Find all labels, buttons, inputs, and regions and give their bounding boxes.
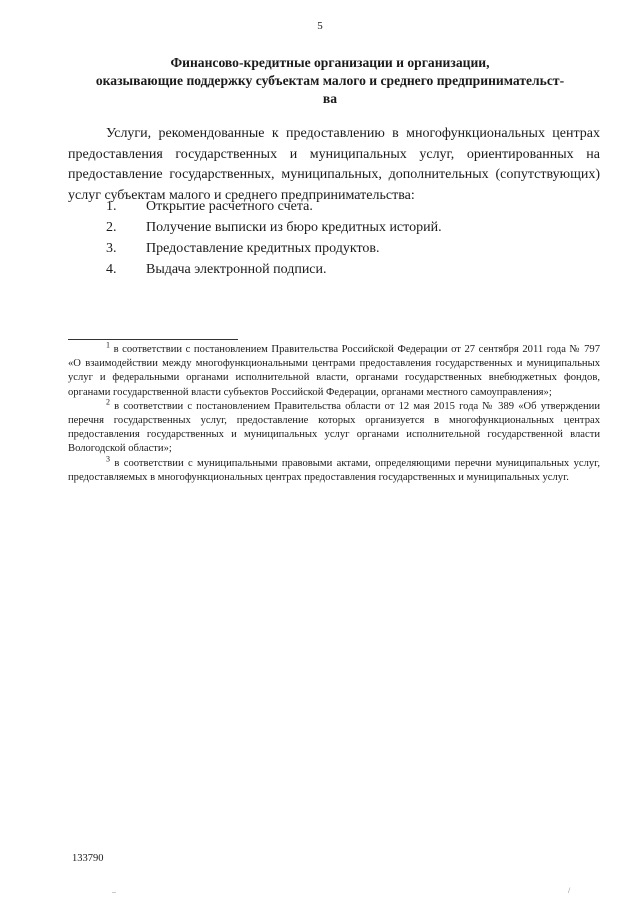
- document-code: 133790: [72, 853, 104, 864]
- list-item: [106, 259, 586, 280]
- footnote-text: в соответствии с постановлением Правительства Российской Федерации от 27 сентября 2011 года № 797 «О взаимодействии между многофункциональными центрами предоставления государственных и муниципальных услуг и федеральными органами исполнительной власти, органами государственных внебюджетных фондов, органами государственной власти субъектов Российской Федерации, органами местного самоуправления»;: [68, 344, 600, 398]
- scan-mark: /: [568, 886, 571, 895]
- list-item: [106, 196, 586, 217]
- footnote: [68, 454, 600, 485]
- footnote-mark: 3: [106, 454, 110, 464]
- intro-text: Услуги, рекомендованные к предоставлению в многофункциональных центрах предоставления государственных и муниципальных услуг, ориентированных на предоставление государственных, муниципальных, дополнительных (сопутствующих) услуг субъектам малого и среднего предпринимательства:: [68, 126, 600, 203]
- list-item-text: Выдача электронной подписи.: [146, 262, 327, 277]
- title-line-1: Финансово-кредитные организации и организации,: [170, 55, 490, 70]
- footnote-text: в соответствии с постановлением Правительства области от 12 мая 2015 года № 389 «Об утверждении перечня государственных услуг, предоставление которых организуется в многофункциональных центрах предоставления государственных и муниципальных услуг органами исполнительной государственной власти Вологодской области»;: [68, 400, 600, 455]
- services-list: [106, 196, 586, 280]
- footnote: [68, 340, 600, 400]
- footnotes: [68, 340, 600, 485]
- list-item-number: 2.: [106, 220, 117, 235]
- list-item: [106, 238, 586, 259]
- footnote: [68, 397, 600, 457]
- footnote-divider: [68, 339, 238, 340]
- title-line-3: ва: [322, 91, 338, 106]
- scan-marks: [0, 886, 640, 894]
- footnote-text: в соответствии с муниципальными правовыми актами, определяющими перечни муниципальных услуг, предоставляемых в многофункциональных центрах предоставления государственных и муниципальных услуг.: [68, 457, 600, 483]
- list-item-number: 4.: [106, 262, 117, 277]
- footnote-mark: 2: [106, 397, 110, 407]
- list-item-number: 1.: [106, 199, 117, 214]
- page-number: 5: [317, 20, 323, 32]
- list-item: [106, 217, 586, 238]
- footnote-mark: 1: [106, 340, 110, 350]
- list-item-text: Открытие расчетного счета.: [146, 199, 313, 214]
- page-title: [60, 54, 600, 108]
- list-item-text: Получение выписки из бюро кредитных историй.: [146, 220, 442, 235]
- intro-paragraph: [68, 124, 600, 206]
- list-item-text: Предоставление кредитных продуктов.: [146, 241, 380, 256]
- scan-mark: ..: [112, 886, 116, 895]
- list-item-number: 3.: [106, 241, 117, 256]
- title-line-2: оказывающие поддержку субъектам малого и среднего предпринимательст-: [95, 73, 565, 88]
